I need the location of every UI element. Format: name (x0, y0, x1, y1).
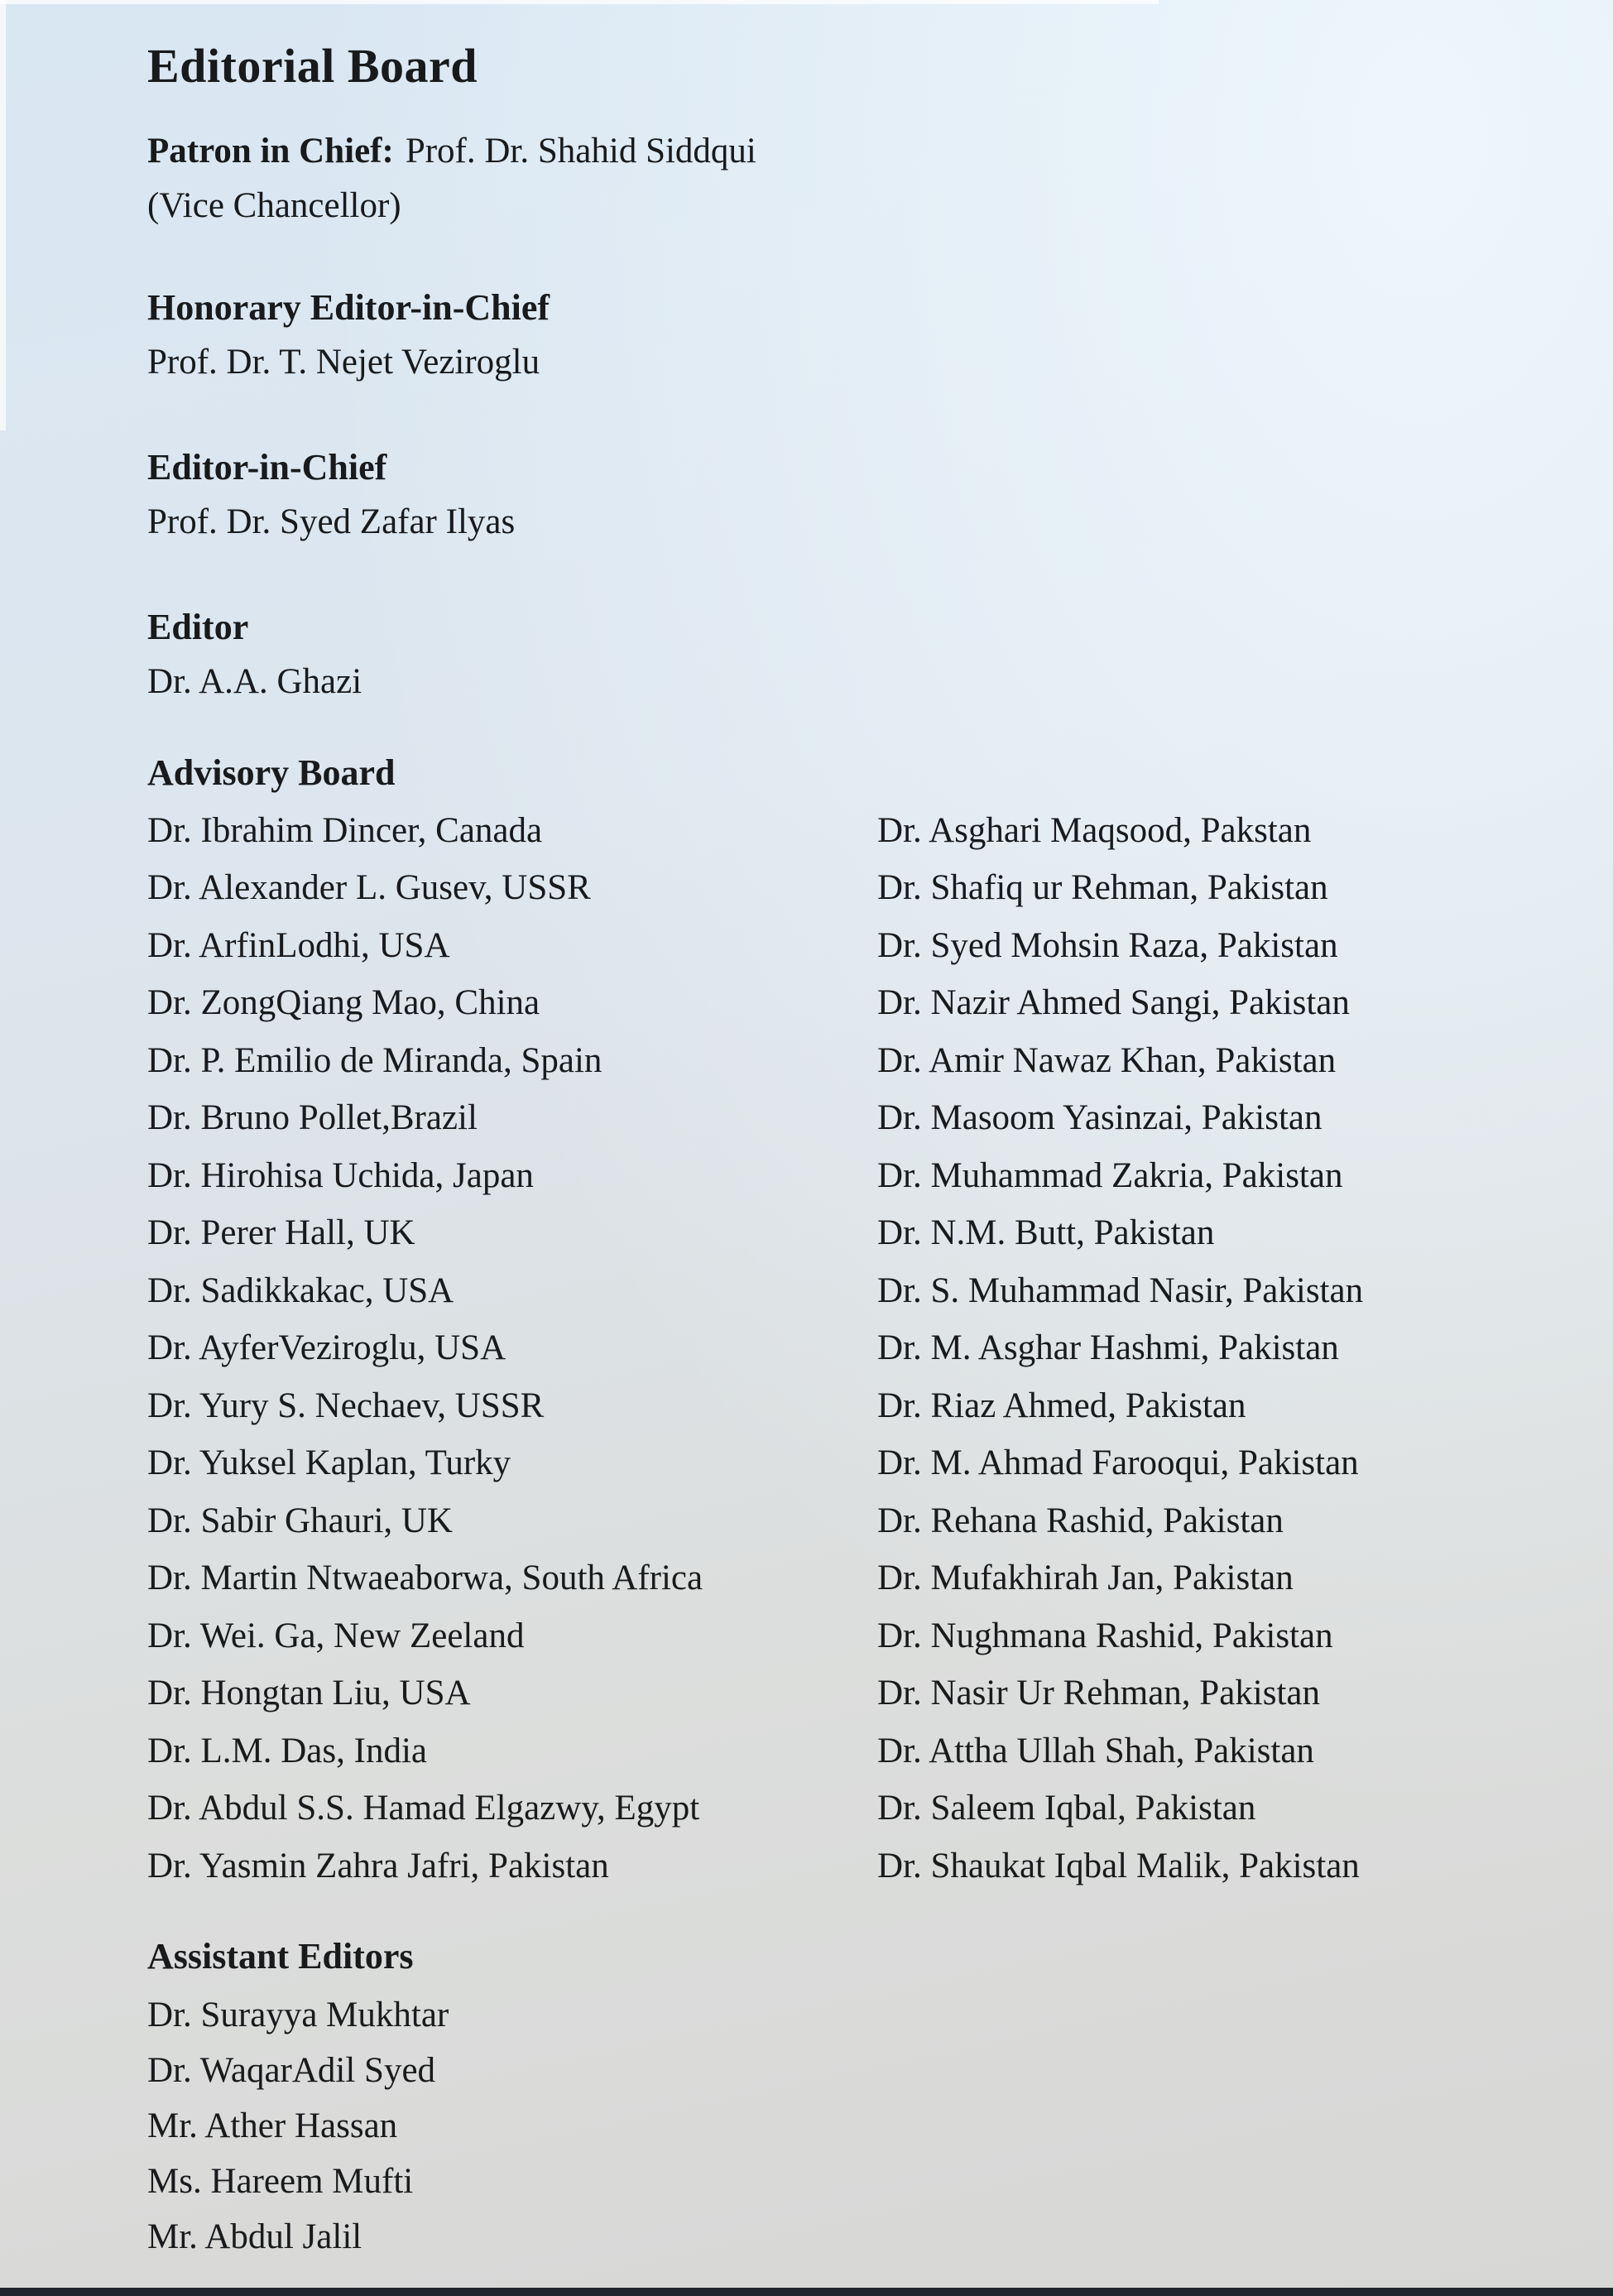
assistant-editor: Dr. WaqarAdil Syed (147, 2051, 436, 2091)
advisory-member: Dr. Nasir Ur Rehman, Pakistan (877, 1674, 1321, 1713)
advisory-member: Dr. M. Ahmad Farooqui, Pakistan (877, 1443, 1359, 1483)
advisory-member: Dr. Abdul S.S. Hamad Elgazwy, Egypt (147, 1789, 700, 1828)
advisory-member: Dr. Hirohisa Uchida, Japan (147, 1155, 534, 1195)
advisory-member: Dr. Shafiq ur Rehman, Pakistan (877, 868, 1328, 908)
advisory-member: Dr. L.M. Das, India (147, 1731, 427, 1770)
advisory-member: Dr. Shaukat Iqbal Malik, Pakistan (877, 1846, 1360, 1885)
advisory-member: Dr. Sadikkakac, USA (147, 1270, 454, 1310)
advisory-member: Dr. Amir Nawaz Khan, Pakistan (877, 1040, 1337, 1080)
advisory-member: Dr. S. Muhammad Nasir, Pakistan (877, 1270, 1364, 1310)
advisory-member: Dr. Nazir Ahmed Sangi, Pakistan (877, 983, 1350, 1023)
advisory-member: Dr. Nughmana Rashid, Pakistan (877, 1616, 1333, 1655)
advisory-board-heading: Advisory Board (147, 752, 396, 793)
bottom-bar (0, 2288, 1613, 2296)
advisory-member: Dr. Asghari Maqsood, Pakstan (877, 810, 1312, 850)
section-heading: Honorary Editor-in-Chief (147, 286, 550, 328)
advisory-member: Dr. Sabir Ghauri, UK (147, 1501, 454, 1540)
advisory-member: Dr. Muhammad Zakria, Pakistan (877, 1155, 1343, 1195)
assistant-editor: Ms. Hareem Mufti (147, 2162, 414, 2202)
page-left-edge (0, 0, 6, 430)
section-name: Dr. A.A. Ghazi (147, 661, 362, 701)
section-heading: Editor-in-Chief (147, 446, 387, 488)
page-top-edge (0, 0, 1159, 4)
section-name: Prof. Dr. T. Nejet Veziroglu (147, 342, 540, 382)
advisory-member: Dr. Mufakhirah Jan, Pakistan (877, 1559, 1294, 1598)
advisory-member: Dr. Masoom Yasinzai, Pakistan (877, 1098, 1323, 1138)
assistant-editors-section (147, 1933, 1613, 2265)
advisory-member: Dr. Martin Ntwaeaborwa, South Africa (147, 1559, 703, 1598)
section-editor-in-chief (147, 444, 1613, 553)
advisory-member: Dr. Yury S. Nechaev, USSR (147, 1386, 545, 1425)
section-name: Prof. Dr. Syed Zafar Ilyas (147, 502, 516, 541)
section-honorary-editor-in-chief (147, 285, 1613, 393)
advisory-member: Dr. M. Asghar Hashmi, Pakistan (877, 1328, 1339, 1368)
advisory-member: Dr. Syed Mohsin Raza, Pakistan (877, 925, 1338, 965)
assistant-editor: Mr. Ather Hassan (147, 2106, 398, 2146)
advisory-member: Dr. Alexander L. Gusev, USSR (147, 868, 591, 908)
advisory-board-section (147, 749, 1613, 1895)
advisory-member: Dr. Wei. Ga, New Zeeland (147, 1616, 525, 1655)
patron-label: Patron in Chief: (147, 131, 394, 171)
advisory-member: Dr. ArfinLodhi, USA (147, 925, 450, 965)
patron-name: Prof. Dr. Shahid Siddqui (405, 131, 756, 171)
patron-line (147, 124, 1613, 179)
advisory-member: Dr. AyferVeziroglu, USA (147, 1328, 506, 1368)
assistant-editors-heading: Assistant Editors (147, 1936, 414, 1977)
assistant-editor: Mr. Abdul Jalil (147, 2217, 362, 2257)
advisory-member: Dr. ZongQiang Mao, China (147, 983, 540, 1023)
advisory-member: Dr. Ibrahim Dincer, Canada (147, 810, 543, 850)
advisory-member: Dr. Saleem Iqbal, Pakistan (877, 1789, 1256, 1828)
advisory-member: Dr. Riaz Ahmed, Pakistan (877, 1386, 1246, 1425)
advisory-member: Dr. P. Emilio de Miranda, Spain (147, 1040, 602, 1080)
advisory-member: Dr. Perer Hall, UK (147, 1213, 415, 1253)
section-editor (147, 604, 1613, 713)
advisory-member: Dr. Bruno Pollet,Brazil (147, 1098, 478, 1138)
advisory-member: Dr. N.M. Butt, Pakistan (877, 1213, 1215, 1253)
advisory-member: Dr. Rehana Rashid, Pakistan (877, 1501, 1284, 1540)
assistant-editor: Dr. Surayya Mukhtar (147, 1996, 449, 2035)
advisory-member: Dr. Attha Ullah Shah, Pakistan (877, 1731, 1314, 1770)
advisory-member: Dr. Yasmin Zahra Jafri, Pakistan (147, 1846, 609, 1885)
advisory-member: Dr. Hongtan Liu, USA (147, 1674, 471, 1713)
advisory-board-list (147, 802, 1613, 1895)
section-heading: Editor (147, 606, 249, 647)
advisory-member: Dr. Yuksel Kaplan, Turky (147, 1443, 511, 1483)
patron-subtitle: (Vice Chancellor) (147, 185, 401, 225)
page-title: Editorial Board (147, 39, 478, 93)
